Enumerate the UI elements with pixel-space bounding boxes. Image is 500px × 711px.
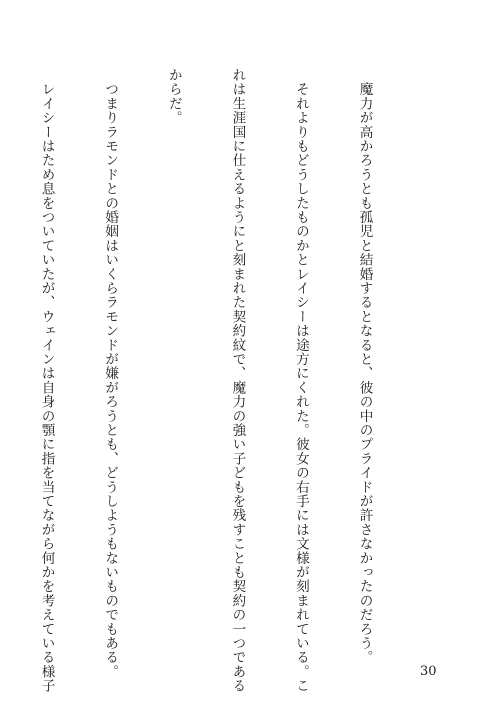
text-line: レイシーはため息をついていたが、ウェインは自身の顎に指を当てながら何かを考えている様子 xyxy=(38,68,55,693)
text-line: からだ。 xyxy=(165,68,182,125)
text-line: それよりもどうしたものかとレイシーは途方にくれた。彼女の右手には文様が刻まれている。こ xyxy=(292,68,309,693)
vertical-text-body xyxy=(0,68,417,693)
text-line: れは生涯国に仕えるようにと刻まれた契約紋で、魔力の強い子どもを残すことも契約の一つである xyxy=(229,68,246,693)
page-number: 30 xyxy=(420,664,437,679)
text-line: つまりラモンドとの婚姻はいくらラモンドが嫌がろうとも、どうしようもないものでもある。 xyxy=(102,68,119,679)
text-line: 魔力が高かろうとも孤児と結婚するとなると、彼の中のプライドが許さなかったのだろう。 xyxy=(356,68,373,665)
